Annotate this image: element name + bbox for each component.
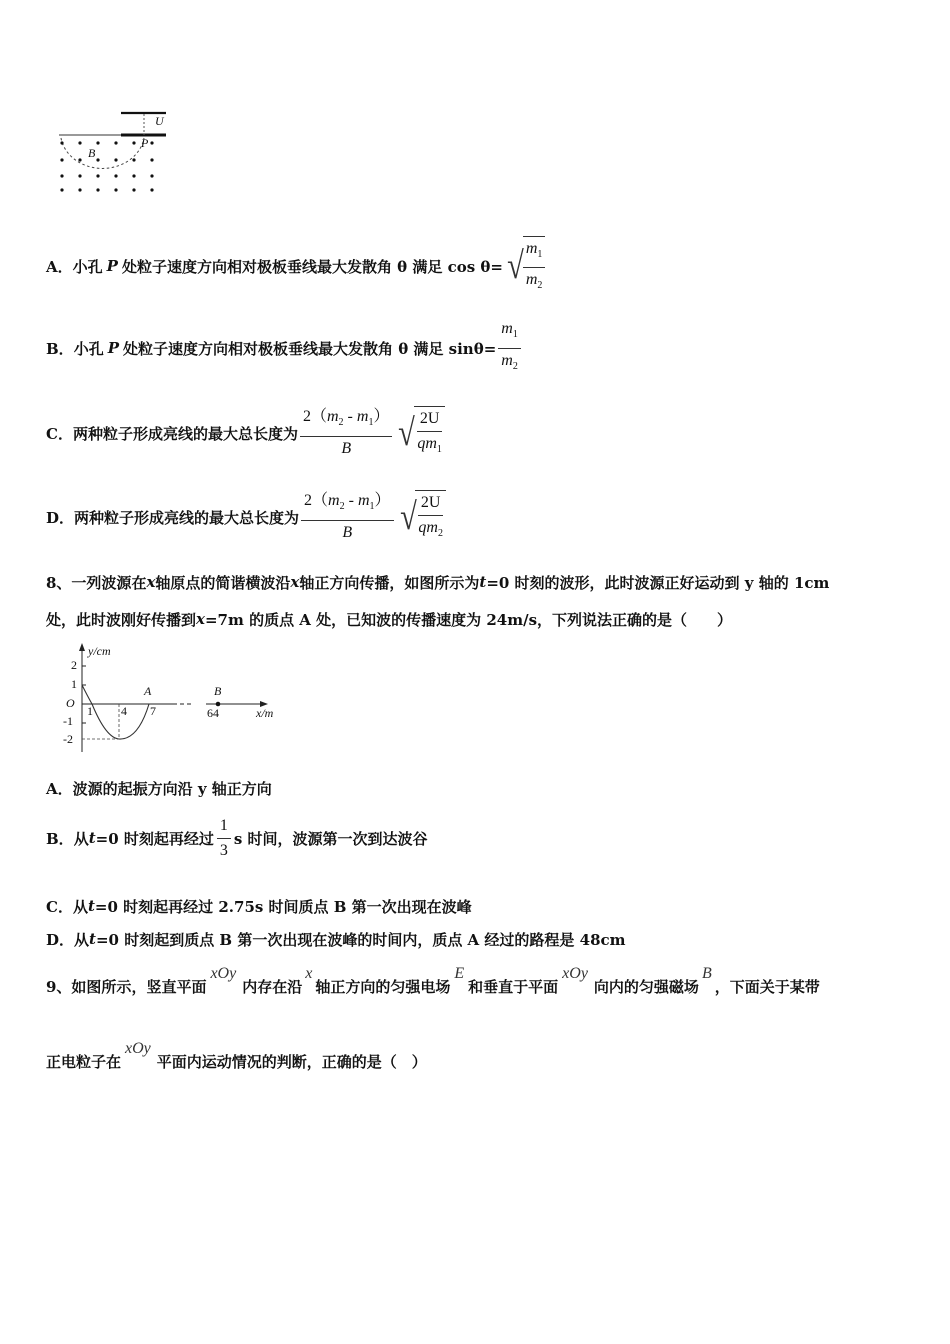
fraction-formula: $\frac{m_1}{m_2}$ <box>498 319 521 376</box>
fraction-formula: $\frac{2(m_2 - m_1)}{B}$ <box>301 491 393 542</box>
q8-option-c: C． 从 t =0 时刻起再经过 2.75s 时间质点 B 第一次出现在波峰 <box>46 897 472 916</box>
q8-stem-line2: 处，此时波刚好传播到 x =7m 的质点 A 处，已知波的传播速度为 24m/s，下列说法正确的是（ ） <box>46 610 733 629</box>
label-P: P <box>141 136 149 150</box>
label-B: B <box>88 146 96 160</box>
option-key: D． <box>46 508 75 527</box>
y-tick-neg2: -2 <box>63 732 73 746</box>
q9-stem-line1: 9、如图所示，竖直平面 xOy 内存在沿 x 轴正方向的匀强电场 E 和垂直于平面 xOy 向内的匀强磁场 B ，下面关于某带 <box>46 965 820 996</box>
y-tick-2: 2 <box>71 658 77 672</box>
label-U: U <box>155 114 164 128</box>
fraction-one-third: $\frac{1}{3}$ <box>217 816 231 861</box>
q8-option-d: D． 从 t =0 时刻起到质点 B 第一次出现在波峰的时间内，质点 A 经过的路程是 48cm <box>46 930 626 949</box>
fraction-formula: $\frac{2(m_2 - m_1)}{B}$ <box>300 407 392 458</box>
sqrt-formula: √ $\frac{2U}{qm_2}$ <box>398 490 446 544</box>
q7-option-b: B． 小孔 P 处粒子速度方向相对极板垂线最大发散角 θ 满足 sinθ= $\frac{m_1}{m_2}$ <box>46 322 523 374</box>
option-key: B． <box>46 339 74 358</box>
point-B-label: B <box>214 684 222 698</box>
x-axis-label: x/m <box>256 706 274 720</box>
y-tick-neg1: -1 <box>63 714 73 728</box>
wave-graph <box>58 642 288 754</box>
q9-stem-line2: 正电粒子在 xOy 平面内运动情况的判断，正确的是（ ） <box>46 1040 427 1071</box>
q7-option-c: C． 两种粒子形成亮线的最大总长度为 $\frac{2(m_2 - m_1)}{B}$ √ $\frac{2U}{qm_1}$ <box>46 405 445 461</box>
q8-option-b: B． 从 t =0 时刻起再经过 $\frac{1}{3}$ s 时间，波源第一次到达波谷 <box>46 816 428 859</box>
point-A-label: A <box>144 684 152 698</box>
q7-option-d: D． 两种粒子形成亮线的最大总长度为 $\frac{2(m_2 - m_1)}{B}$ √ $\frac{2U}{qm_2}$ <box>46 489 446 545</box>
y-tick-1: 1 <box>71 677 77 691</box>
option-key: C． <box>46 424 73 443</box>
point-B-x: 64 <box>207 706 219 720</box>
q8-option-a: A． 波源的起振方向沿 y 轴正方向 <box>46 779 272 798</box>
origin-label: O <box>66 696 75 710</box>
q8-stem-line1: 8、一列波源在 x 轴原点的简谐横波沿 x 轴正方向传播，如图所示为 t =0 时刻的波形，此时波源正好运动到 y 轴的 1cm <box>46 573 830 592</box>
sqrt-formula: √ $\frac{m_1}{m_2}$ <box>505 236 545 296</box>
x-tick-7: 7 <box>150 704 156 718</box>
y-axis-label: y/cm <box>88 644 111 658</box>
plate-field-diagram <box>56 108 168 196</box>
plate-field-svg <box>56 108 168 196</box>
option-key: A． <box>46 257 73 276</box>
x-tick-4: 4 <box>121 704 127 718</box>
sqrt-formula: √ $\frac{2U}{qm_1}$ <box>396 406 444 460</box>
x-tick-1: 1 <box>87 704 93 718</box>
q7-option-a: A． 小孔 P 处粒子速度方向相对极板垂线最大发散角 θ 满足 cos θ= √ $\frac{m_1}{m_2}$ <box>46 238 545 294</box>
